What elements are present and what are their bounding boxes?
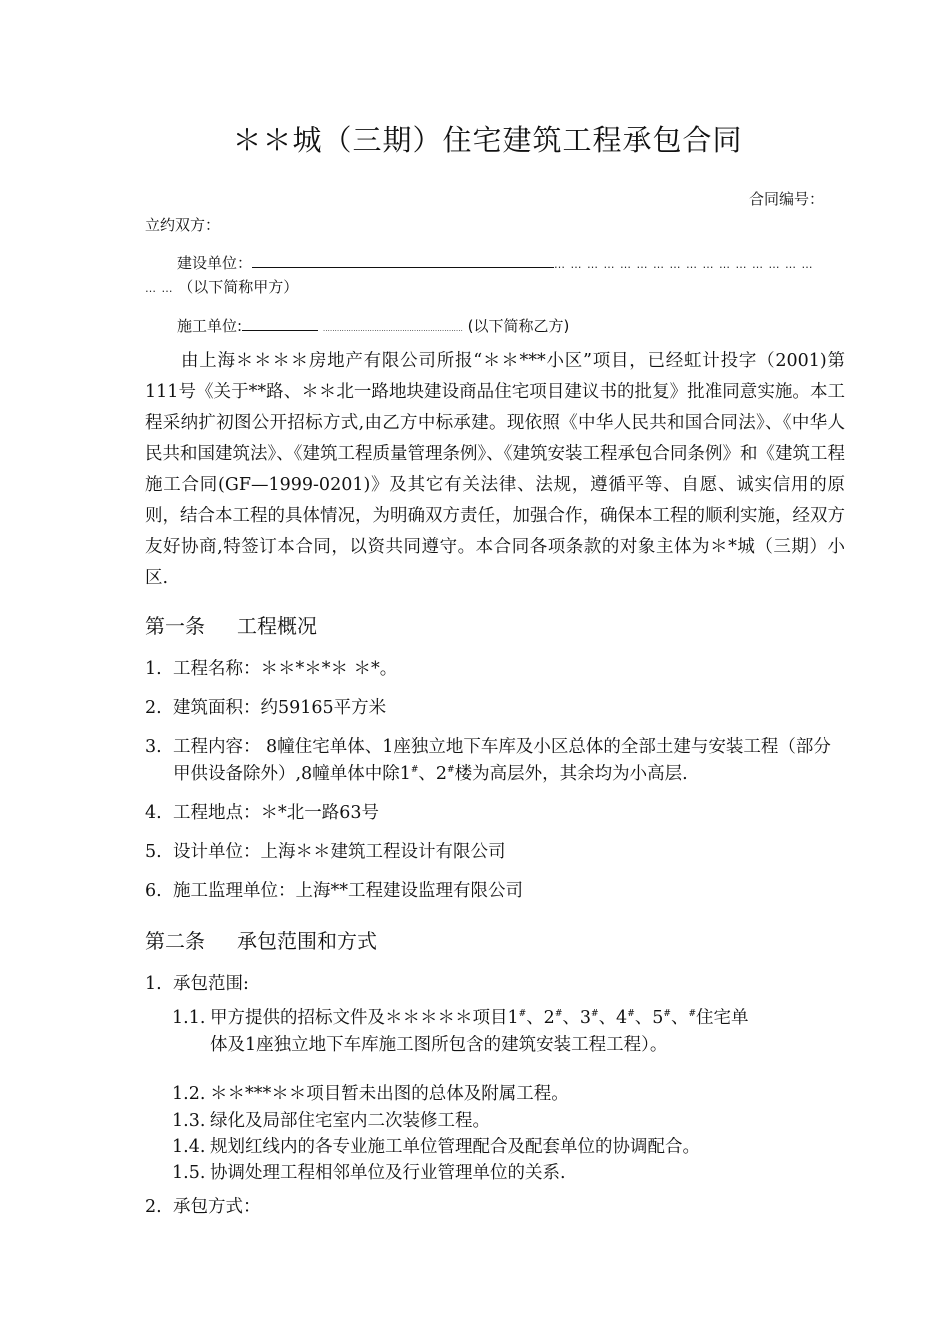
list-text-part: 、2 [418, 764, 448, 784]
list-item [145, 656, 835, 683]
sub-list-number: 1.4. [172, 1137, 206, 1157]
sub-list-text [210, 1005, 752, 1059]
superscript: # [591, 1009, 599, 1019]
list-item [145, 971, 835, 998]
party-a-dots: … … … … … … … … … … … … … … … … [554, 258, 814, 271]
party-a-suffix: （以下简称甲方） [178, 278, 299, 296]
list-number: 3. [145, 737, 162, 757]
text-part: 甲方提供的招标文件及＊＊＊＊＊项目1 [210, 1008, 519, 1028]
sub-list-text: 协调处理工程相邻单位及行业管理单位的关系. [210, 1163, 566, 1183]
superscript: # [663, 1009, 671, 1019]
party-a-row [177, 252, 827, 273]
intro-text: 由上海＊＊＊＊房地产有限公司所报“＊＊***小区”项目，已经虹计投字（2001)第111号《关于**路、＊＊北一路地块建设商品住宅项目建议书的批复》批准同意实施。本工程采纳扩初图公开招标方式,由乙方中标承建。现依照《中华人民共和国合同法》、《中华人民共和国建筑法》、《建筑工程质量管理条例》、《建筑安装工程承包合同条例》和《建筑工程施工合同(GF—1999-0201)》及其它有关法律、法规，遵循平等、自愿、诚实信用的原则，结合本工程的具体情况，为明确双方责任，加强合作，确保本工程的顺利实施，经双方友好协商,特签订本合同，以资共同遵守。本合同各项条款的对象主体为＊*城（三期）小区. [145, 351, 845, 588]
party-a-blank[interactable] [252, 253, 554, 268]
sub-list-text: 规划红线内的各专业施工单位管理配合及配套单位的协调配合。 [210, 1137, 700, 1157]
list-text-part: 工程内容： 8幢住宅单体、1座独立地下车库及小区总体的全部土建与安装工程（部分甲供设备除外）,8幢单体中除1 [173, 737, 831, 784]
text-part: 、5 [634, 1008, 664, 1028]
article-2-heading [145, 925, 377, 954]
party-b-dots: …………………………………………………… [322, 325, 463, 333]
list-text: 建筑面积：约59165平方米 [173, 698, 387, 718]
text-part: 、3 [562, 1008, 592, 1028]
text-part: 、 [670, 1008, 689, 1028]
party-a-dots-2: … … [145, 282, 174, 295]
sub-list-number: 1.5. [172, 1163, 206, 1183]
sub-list-number: 1.2. [172, 1084, 206, 1104]
list-number: 4. [145, 803, 162, 823]
text-part: 、2 [526, 1008, 555, 1028]
text-part: 、4 [598, 1008, 628, 1028]
sub-list-item [172, 1134, 772, 1161]
list-number: 2. [145, 1197, 162, 1217]
sub-list-text: 绿化及局部住宅室内二次装修工程。 [210, 1111, 490, 1131]
list-item [145, 800, 835, 827]
sub-list-item [172, 1081, 752, 1108]
sub-list-text: ＊＊***＊＊项目暂未出图的总体及附属工程。 [210, 1084, 569, 1104]
list-text: 承包方式： [173, 1197, 261, 1217]
party-b-row [177, 315, 569, 336]
list-number: 5. [145, 842, 162, 862]
list-item [145, 695, 835, 722]
list-text: 工程名称：＊＊*＊*＊ ＊*。 [173, 659, 398, 679]
superscript: # [410, 765, 419, 775]
superscript: # [518, 1009, 527, 1019]
list-number: 6. [145, 881, 162, 901]
list-item [145, 734, 835, 788]
article-1-number: 第一条 [145, 614, 205, 638]
superscript: # [688, 1009, 696, 1019]
list-text [173, 734, 835, 788]
list-number: 1. [145, 974, 162, 994]
intro-paragraph [145, 346, 845, 594]
superscript: # [627, 1009, 635, 1019]
superscript: # [447, 765, 455, 775]
article-1-title: 工程概况 [237, 614, 317, 638]
sub-list-number: 1.1. [172, 1008, 206, 1028]
superscript: # [554, 1009, 563, 1019]
list-text: 施工监理单位：上海**工程建设监理有限公司 [173, 881, 523, 901]
article-1-heading [145, 610, 317, 639]
document-title: ＊＊城（三期）住宅建筑工程承包合同 [232, 123, 743, 157]
article-2-number: 第二条 [145, 929, 205, 953]
list-item [145, 839, 835, 866]
list-number: 2. [145, 698, 162, 718]
party-b-blank[interactable] [242, 316, 318, 331]
list-text-part: 楼为高层外，其余均为小高层. [454, 764, 688, 784]
sub-list-item [172, 1108, 752, 1135]
party-a-label: 建设单位： [177, 254, 253, 272]
party-b-label: 施工单位: [177, 317, 243, 335]
party-b-suffix: (以下简称乙方) [467, 317, 570, 335]
sub-list-item [172, 1160, 752, 1187]
list-text: 工程地点：＊*北一路63号 [173, 803, 380, 823]
article-2-title: 承包范围和方式 [237, 929, 377, 953]
contract-number-label: 合同编号： [748, 190, 824, 208]
list-text: 设计单位：上海＊＊建筑工程设计有限公司 [173, 842, 506, 862]
party-a-row-2 [145, 276, 298, 297]
sub-list-item [172, 1005, 752, 1059]
text-part: 住宅单体及1座独立地下车库施工图所包含的建筑安装工程工程）。 [210, 1008, 749, 1055]
parties-label: 立约双方： [145, 216, 221, 234]
list-text: 承包范围: [173, 974, 249, 994]
list-number: 1. [145, 659, 162, 679]
list-item [145, 878, 835, 905]
list-item [145, 1194, 835, 1221]
sub-list-number: 1.3. [172, 1111, 206, 1131]
